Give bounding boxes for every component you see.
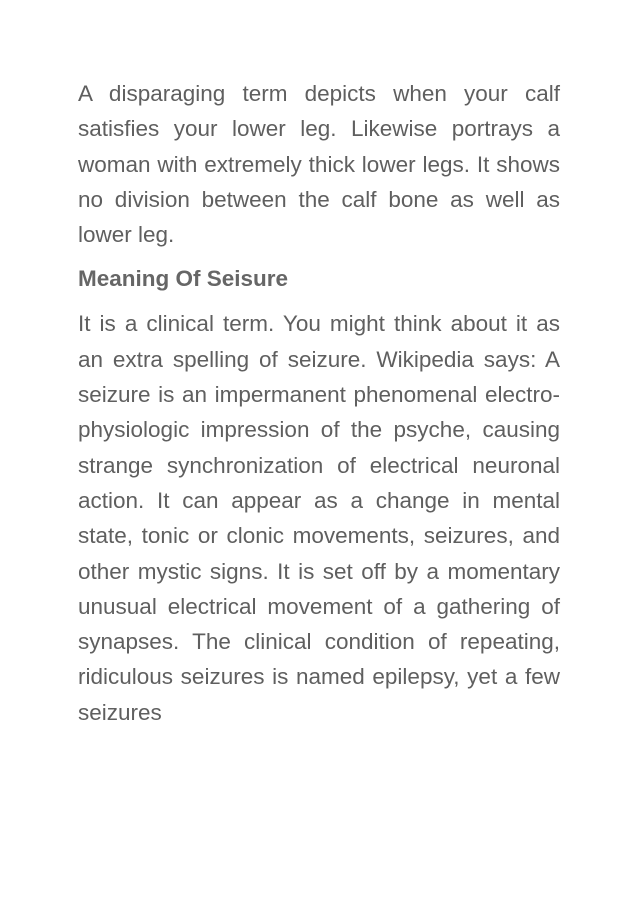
document-page (78, 76, 560, 730)
intro-paragraph: A disparaging term depicts when your calf satisfies your lower leg. Likewise portrays a woman with extremely thick lower legs. It shows no division between the calf bone as well as lower leg. (78, 81, 560, 248)
section-heading: Meaning Of Seisure (78, 266, 289, 292)
section-paragraph: It is a clinical term. You might think about it as an extra spelling of seizure. Wikipedia says: A seizure is an impermanent phenomenal electro-physiologic impression of the psyche, causing strange synchronization of electrical neuronal action. It can appear as a change in mental state, tonic or clonic movements, seizures, and other mystic signs. It is set off by a momentary unusual electrical movement of a gathering of synapses. The clinical condition of repeating, ridiculous seizures is named epilepsy, yet a few seizures (78, 311, 560, 725)
